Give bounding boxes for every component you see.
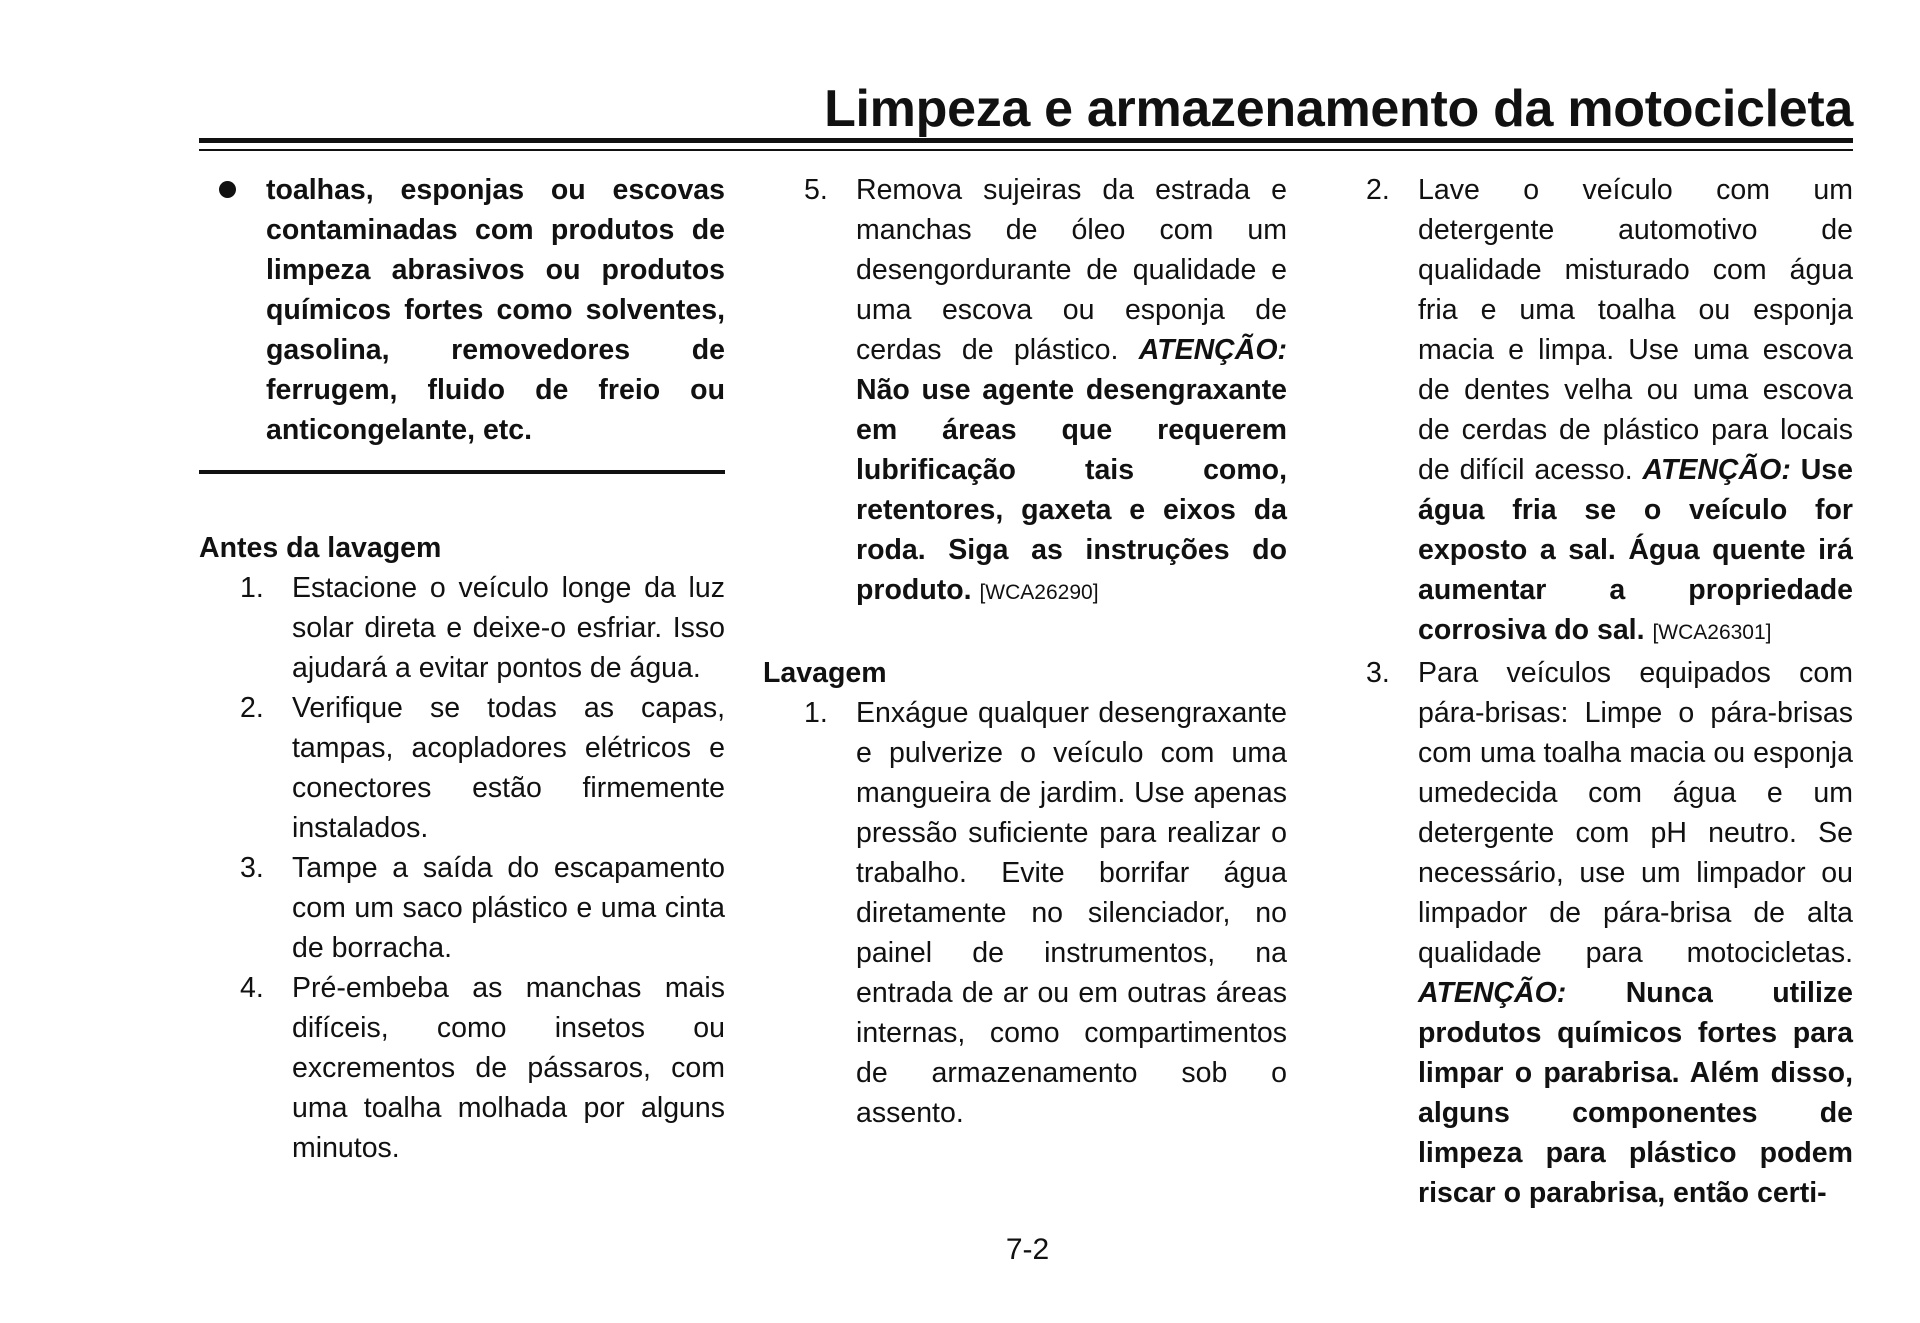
- list-item: [199, 688, 725, 848]
- column-middle: [763, 170, 1287, 1133]
- item-text: Remova sujeiras da estrada e manchas de óleo com um desengordurante de qualidade e uma escova ou esponja de cerdas de plástico.: [856, 174, 1287, 366]
- item-text: Enxágue qualquer desengraxante e pulverize o veículo com uma mangueira de jardim. Use apenas pressão suficiente para realizar o trabalho. Evite borrifar água diretamente no silenciador, no painel de instrumentos, na entrada de ar ou em outras áreas internas, como compartimentos de armazenamento sob o assento.: [856, 697, 1287, 1129]
- attention-label: ATENÇÃO:: [1642, 454, 1791, 486]
- warning-code: [WCA26301]: [1652, 621, 1772, 644]
- page-number: 7-2: [1005, 1233, 1050, 1266]
- list-item: [199, 968, 725, 1168]
- section-heading-lavagem: Lavagem: [763, 657, 887, 689]
- bullet-text: toalhas, esponjas ou escovas contaminadas com produtos de limpeza abrasivos ou produtos químicos fortes como solventes, gasolina, removedores de ferrugem, fluido de freio ou anticongelante, etc.: [266, 174, 725, 446]
- item-number: 5.: [804, 174, 828, 206]
- item-text: Pré-embeba as manchas mais difíceis, como insetos ou excrementos de pássaros, com uma toalha molhada por alguns minutos.: [292, 972, 725, 1164]
- item-text: Lave o veículo com um detergente automotivo de qualidade misturado com água fria e uma toalha ou esponja macia e limpa. Use uma escova de dentes velha ou uma escova de cerdas de plástico para locais de difícil acesso.: [1418, 174, 1853, 486]
- bullet-item: [199, 170, 725, 450]
- warning-code: [WCA26290]: [979, 581, 1099, 604]
- item-number: 4.: [240, 972, 264, 1004]
- numbered-list-lavagem-continued: [1325, 170, 1853, 1213]
- list-item: [763, 170, 1287, 613]
- item-number: 1.: [240, 572, 264, 604]
- item-number: 1.: [804, 697, 828, 729]
- numbered-list-lavagem: [763, 693, 1287, 1133]
- list-item: [199, 568, 725, 688]
- warning-text: Use água fria se o veículo for exposto a sal. Água quente irá aumentar a propriedade corrosiva do sal.: [1418, 454, 1853, 646]
- warning-text: Nunca utilize produtos químicos fortes para limpar o parabrisa. Além disso, alguns componentes de limpeza para plástico podem riscar o parabrisa, então certi-: [1418, 977, 1853, 1209]
- item-text: Tampe a saída do escapamento com um saco plástico e uma cinta de borracha.: [292, 852, 725, 964]
- list-item: [763, 693, 1287, 1133]
- numbered-list-continued: [763, 170, 1287, 613]
- list-item: [199, 848, 725, 968]
- header-rule-thick: [199, 138, 1853, 143]
- warning-text: Não use agente desengraxante em áreas que requerem lubrificação tais como, retentores, gaxeta e eixos da roda. Siga as instruções do produto.: [856, 374, 1287, 606]
- attention-label: ATENÇÃO:: [1418, 977, 1567, 1009]
- section-divider: [199, 470, 725, 474]
- item-text: Estacione o veículo longe da luz solar direta e deixe-o esfriar. Isso ajudará a evitar pontos de água.: [292, 572, 725, 684]
- item-number: 2.: [1366, 174, 1390, 206]
- item-text: Para veículos equipados com pára-brisas: Limpe o pára-brisas com uma toalha macia ou esponja umedecida com água e um detergente com pH neutro. Se necessário, use um limpador ou limpador de pára-brisa de alta qualidade para motocicletas.: [1418, 657, 1853, 969]
- attention-label: ATENÇÃO:: [1138, 334, 1287, 366]
- item-number: 3.: [240, 852, 264, 884]
- list-item: [1325, 653, 1853, 1213]
- column-right: [1325, 170, 1853, 1213]
- item-text: Verifique se todas as capas, tampas, acopladores elétricos e conectores estão firmemente instalados.: [292, 692, 725, 844]
- item-number: 3.: [1366, 657, 1390, 689]
- section-heading-antes-da-lavagem: Antes da lavagem: [199, 532, 442, 564]
- column-left: [199, 170, 725, 1168]
- page-title: Limpeza e armazenamento da motocicleta: [824, 80, 1853, 138]
- list-item: [1325, 170, 1853, 653]
- header-rule-thin: [199, 149, 1853, 151]
- item-number: 2.: [240, 692, 264, 724]
- bullet-dot-icon: [219, 181, 236, 198]
- numbered-list-antes: [199, 568, 725, 1168]
